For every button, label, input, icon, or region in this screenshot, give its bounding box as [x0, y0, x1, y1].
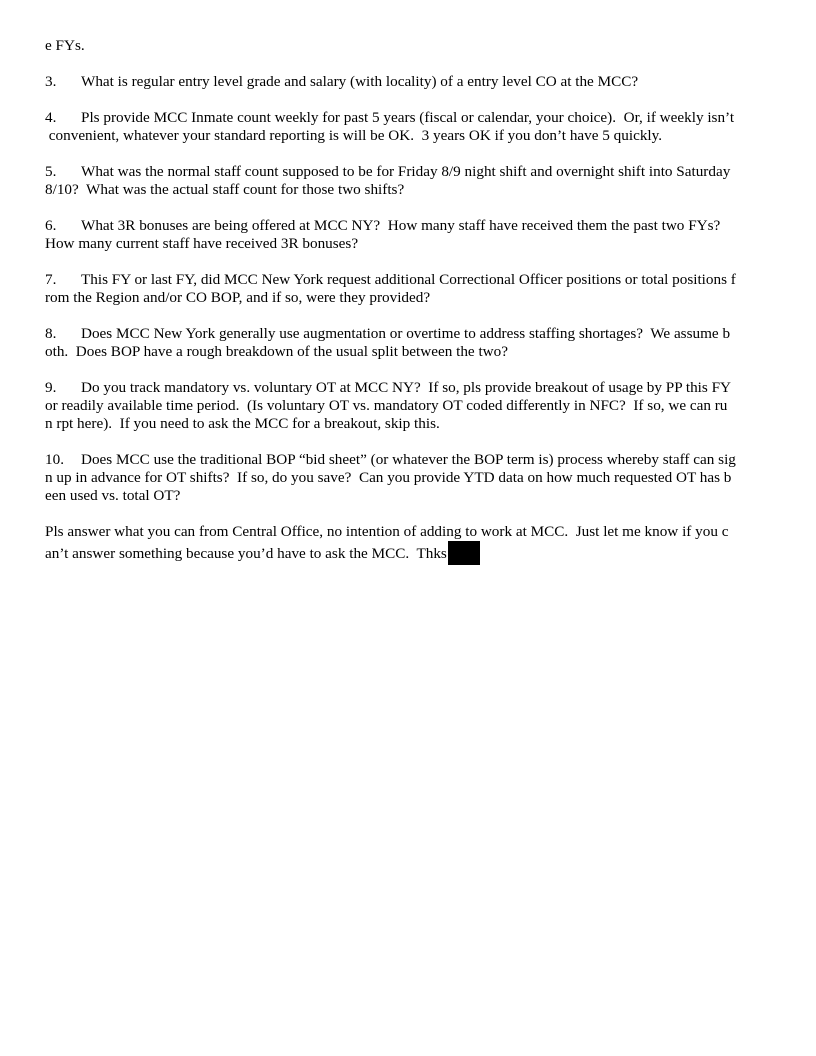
question-9-number: 9.: [45, 379, 57, 396]
question-6-number: 6.: [45, 217, 57, 234]
question-4-text-1: Pls provide MCC Inmate count weekly for past 5 years (fiscal or calendar, your choice). Or, if weekly isn’t: [81, 109, 735, 126]
question-10-text-1: Does MCC use the traditional BOP “bid sheet” (or whatever the BOP term is) process whereby staff can sig: [81, 451, 736, 468]
question-6-text-2: How many current staff have received 3R bonuses?: [45, 235, 359, 252]
redaction-block: [448, 541, 480, 565]
question-8-line-1: [45, 325, 785, 343]
question-5-text-1: What was the normal staff count supposed to be for Friday 8/9 night shift and overnight shift into Saturday: [81, 163, 731, 180]
question-9-text-2: or readily available time period. (Is voluntary OT vs. mandatory OT coded differently in NFC? If so, we can ru: [45, 397, 728, 414]
question-3-line-1: [45, 73, 785, 91]
question-4-number: 4.: [45, 109, 57, 126]
question-5-line-1: [45, 163, 785, 181]
question-9-line-1: [45, 379, 785, 397]
question-10-line-1: [45, 451, 785, 469]
question-8-text-1: Does MCC New York generally use augmentation or overtime to address staffing shortages? We assume b: [81, 325, 731, 342]
question-3-text: What is regular entry level grade and salary (with locality) of a entry level CO at the MCC?: [81, 73, 639, 90]
question-3-number: 3.: [45, 73, 57, 90]
question-6-line-1: [45, 217, 785, 235]
question-9-text-3: n rpt here). If you need to ask the MCC for a breakout, skip this.: [45, 415, 440, 432]
closing-text-1: Pls answer what you can from Central Office, no intention of adding to work at MCC. Just let me know if you c: [45, 523, 729, 540]
question-8-text-2: oth. Does BOP have a rough breakdown of the usual split between the two?: [45, 343, 508, 360]
question-8-number: 8.: [45, 325, 57, 342]
question-9-text-1: Do you track mandatory vs. voluntary OT at MCC NY? If so, pls provide breakout of usage by PP this FY: [81, 379, 732, 396]
question-7-number: 7.: [45, 271, 57, 288]
question-10-text-2: n up in advance for OT shifts? If so, do you save? Can you provide YTD data on how much requested OT has b: [45, 469, 732, 486]
question-7-text-2: rom the Region and/or CO BOP, and if so, were they provided?: [45, 289, 431, 306]
question-4-text-2: convenient, whatever your standard reporting is will be OK. 3 years OK if you don’t have 5 quickly.: [45, 127, 663, 144]
question-6-text-1: What 3R bonuses are being offered at MCC NY? How many staff have received them the past two FYs?: [81, 217, 721, 234]
fragment-text: e FYs.: [45, 37, 85, 54]
question-5-number: 5.: [45, 163, 57, 180]
closing-text-2: an’t answer something because you’d have to ask the MCC. Thks: [45, 545, 447, 562]
question-10-number: 10.: [45, 451, 64, 468]
question-4-line-1: [45, 109, 785, 127]
question-7-line-1: [45, 271, 785, 289]
closing-line-2: [45, 541, 785, 562]
question-5-text-2: 8/10? What was the actual staff count for those two shifts?: [45, 181, 405, 198]
question-7-text-1: This FY or last FY, did MCC New York request additional Correctional Officer positions or total positions f: [81, 271, 736, 288]
question-10-text-3: een used vs. total OT?: [45, 487, 181, 504]
